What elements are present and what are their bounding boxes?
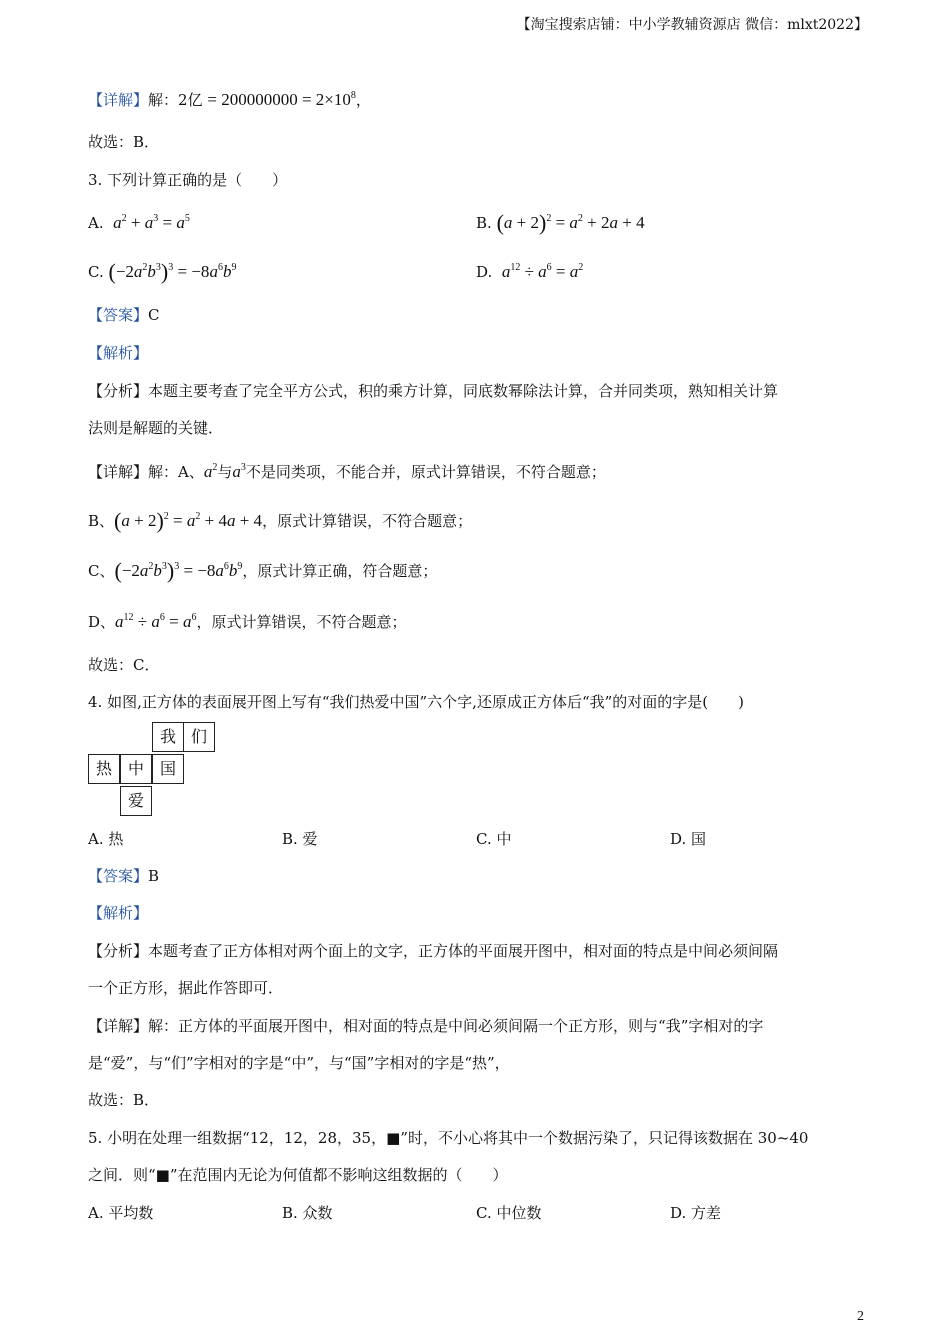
q4-answer-line: 【答案】B <box>88 867 160 885</box>
q4-option-d[interactable]: D. 国 <box>670 830 707 848</box>
answer-tag: 【答案】 <box>88 306 149 324</box>
page-number: 2 <box>857 1309 864 1324</box>
q3-detail-c: C、$(-2a^2b^3)^3 = -8a^6b^9$，原式计算正确，符合题意； <box>88 558 438 583</box>
q3-option-d[interactable]: D. $a^{12} \div a^6 = a^2$ <box>476 262 584 281</box>
q2-math: = $200000000 = 2\times 10^8$ <box>207 90 356 109</box>
q4-conclusion: 故选：B． <box>88 1091 160 1109</box>
q4-option-b[interactable]: B. 爱 <box>282 830 318 848</box>
q5-option-b[interactable]: B. 众数 <box>282 1204 333 1222</box>
q3-option-a[interactable]: A. $a^2 + a^3 = a^5$ <box>88 213 190 232</box>
q2-conclusion: 故选：B． <box>88 133 160 151</box>
q4-detail-2: 是“爱”，与“们”字相对的字是“中”，与“国”字相对的字是“热”， <box>88 1054 510 1072</box>
cube-net-figure <box>88 722 218 818</box>
net-cell-re: 热 <box>88 754 120 784</box>
net-cell-ai: 爱 <box>120 786 152 816</box>
q5-option-a[interactable]: A. 平均数 <box>88 1204 154 1222</box>
q5-stem-2: 之间．则“■”在范围内无论为何值都不影响这组数据的（ ） <box>88 1166 508 1184</box>
q3-analysis-tag: 【解析】 <box>88 344 149 362</box>
q4-option-c[interactable]: C. 中 <box>476 830 512 848</box>
q4-answer: B <box>148 867 160 885</box>
net-cell-zhong: 中 <box>120 754 152 784</box>
q2-detail-line: 【详解】解：2亿 = $200000000 = 2\times 10^8$， <box>88 90 371 109</box>
q3-option-c[interactable]: C. $(-2a^2b^3)^3 = -8a^6b^9$ <box>88 259 237 284</box>
q3-detail-b: B、$(a + 2)^2 = a^2 + 4a + 4$，原式计算错误，不符合题意； <box>88 508 473 533</box>
q5-option-c[interactable]: C. 中位数 <box>476 1204 542 1222</box>
net-cell-wo: 我 <box>152 722 184 752</box>
q4-analysis-1: 【分析】本题考查了正方体相对两个面上的文字，正方体的平面展开图中，相对面的特点是中间必须间隔 <box>88 942 779 960</box>
q3-conclusion: 故选：C． <box>88 656 160 674</box>
detail-tag: 【详解】 <box>88 91 149 109</box>
q3-detail-a: 【详解】解：A、$a^2$与$a^3$不是同类项，不能合并，原式计算错误，不符合题意； <box>88 462 606 481</box>
q4-analysis-tag: 【解析】 <box>88 904 149 922</box>
net-cell-guo: 国 <box>152 754 184 784</box>
q5-stem-1: 5. 小明在处理一组数据“12，12，28，35，■”时，不小心将其中一个数据污染了，只记得该数据在 30~40 <box>88 1129 809 1147</box>
q4-stem: 4. 如图,正方体的表面展开图上写有“我们热爱中国”六个字,还原成正方体后“我”的对面的字是( ) <box>88 693 744 711</box>
q5-option-d[interactable]: D. 方差 <box>670 1204 722 1222</box>
net-cell-men: 们 <box>183 722 215 752</box>
q4-analysis-2: 一个正方形，据此作答即可． <box>88 979 284 997</box>
q3-option-b[interactable]: B. $(a + 2)^2 = a^2 + 2a + 4$ <box>476 210 645 235</box>
q3-stem: 3. 下列计算正确的是（ ） <box>88 171 288 189</box>
q3-analysis-1: 【分析】本题主要考查了完全平方公式，积的乘方计算，同底数幂除法计算，合并同类项，熟知相关计算 <box>88 382 779 400</box>
q3-answer: C <box>148 306 160 324</box>
q3-analysis-2: 法则是解题的关键． <box>88 419 224 437</box>
page-header: 【淘宝搜索店铺：中小学教辅资源店 微信：mlxt2022】 <box>516 17 868 33</box>
q4-detail-1: 【详解】解：正方体的平面展开图中，相对面的特点是中间必须间隔一个正方形，则与“我”字相对的字 <box>88 1017 764 1035</box>
q3-answer-line <box>88 305 160 325</box>
q4-option-a[interactable]: A. 热 <box>88 830 124 848</box>
q3-detail-d: D、$a^{12} \div a^6 = a^6$，原式计算错误，不符合题意； <box>88 612 407 631</box>
